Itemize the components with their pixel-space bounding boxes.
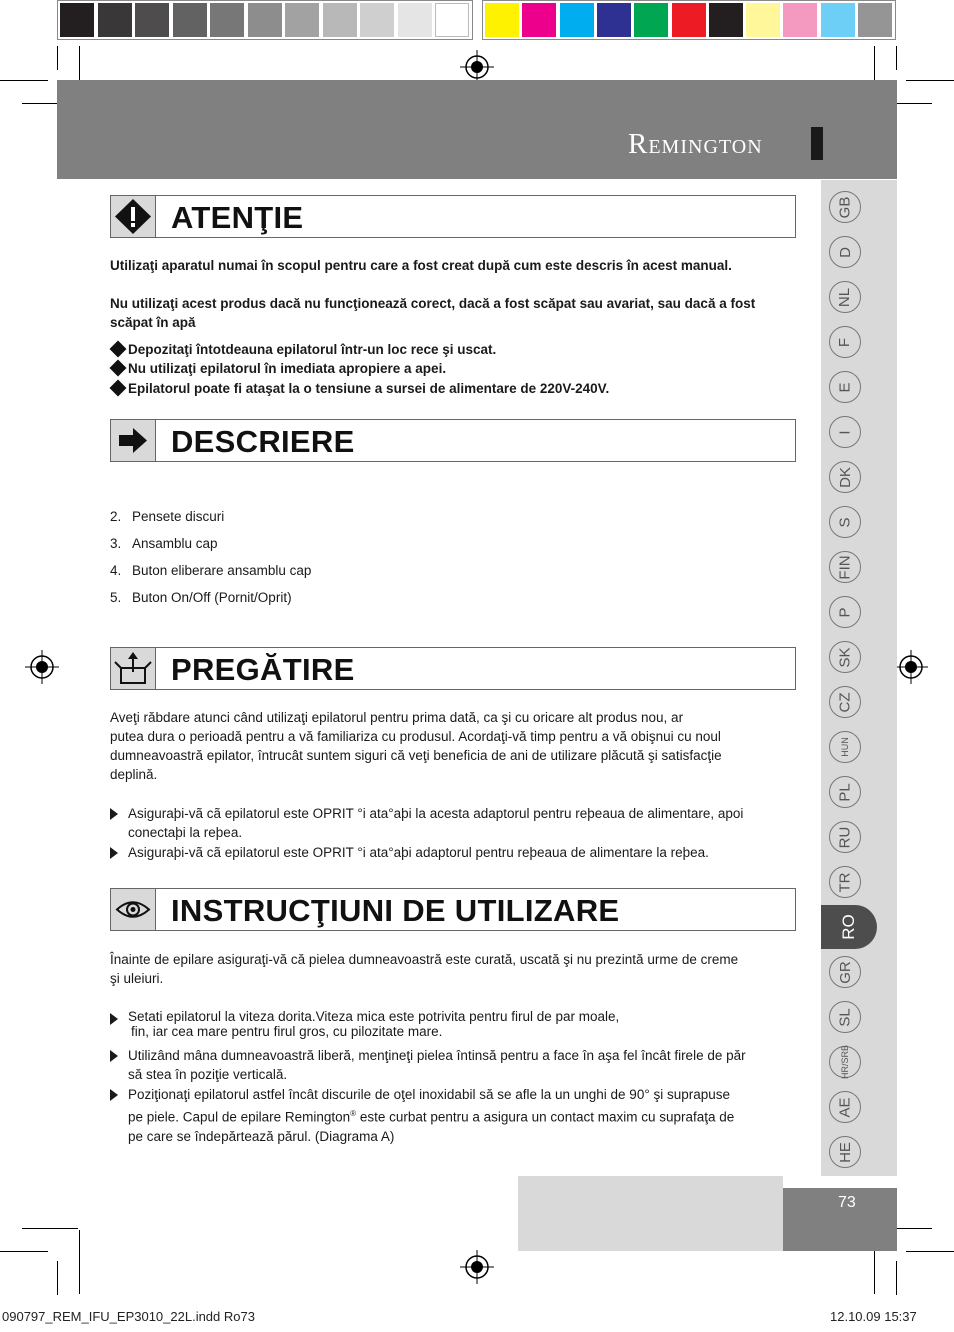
language-tab-he[interactable] [829,1136,861,1168]
language-tab-label: AE [836,1096,854,1118]
intro-line: şi uleiuri. [110,971,164,986]
section-header-atentie [110,195,796,238]
gray-swatch [248,3,282,37]
language-tab-cz[interactable] [829,686,861,718]
eye-icon [111,889,156,930]
language-tab-d[interactable] [829,236,861,268]
step-text: Utilizând mâna dumneavoastră liberă, menţineţi pielea întinsă pentru a face în aşa fel încât firele de păr [128,1048,746,1063]
list-item [110,561,311,580]
gray-swatch [173,3,207,37]
warning-text: Epilatorul poate fi ataşat la o tensiune a sursei de alimentare de 220V-240V. [128,381,610,396]
list-item [110,588,292,607]
section-header-pregatire [110,647,796,690]
language-tab-gb[interactable] [829,191,861,223]
color-swatch [858,3,892,37]
language-tab-label: CZ [836,692,854,712]
pregatire-intro [110,708,722,784]
crop-mark [57,46,58,70]
gray-swatch [285,3,319,37]
language-tab-label: NL [836,287,854,307]
gray-swatch [360,3,394,37]
language-tab-label: E [836,381,854,393]
language-tab-label: GB [836,196,854,218]
list-item-text: Buton eliberare ansamblu cap [132,563,312,578]
language-tab-p[interactable] [829,596,861,628]
brand-name: Remington [628,128,763,160]
color-swatch [746,3,780,37]
language-tab-label: SL [836,1007,854,1027]
step-text: pe care se îndepărtează părul. (Diagrama A) [128,1128,395,1144]
list-item-text: Buton On/Off (Pornit/Oprit) [132,590,292,605]
language-tab-gr[interactable] [829,956,861,988]
language-tab-label: D [836,246,854,258]
registered-mark: ® [350,1109,357,1118]
color-swatch [709,3,743,37]
gray-swatch [435,3,469,37]
language-tab-tr[interactable] [829,866,861,898]
language-tab-s[interactable] [829,506,861,538]
list-item-text: Ansamblu cap [132,536,218,551]
instructiuni-step [128,1009,619,1039]
language-tab-label: S [836,516,854,528]
language-tab-f[interactable] [829,326,861,358]
section-header-instructiuni [110,888,796,931]
section-title: PREGĂTIRE [171,652,355,687]
step-text: Setati epilatorul la viteza dorita.Viteza mica este potrivita pentru firul de par moale, [128,1009,620,1024]
language-tab-i[interactable] [829,416,861,448]
instructiuni-step [128,1085,734,1146]
warning-bullet-icon [110,380,127,397]
section-header-descriere [110,419,796,462]
section-title: INSTRUCŢIUNI DE UTILIZARE [171,893,620,928]
language-tab-label: FIN [836,554,854,580]
step-text-part: este curbat pentru a asigura un contact maxim cu suprafaţa de [356,1109,735,1125]
language-tab-label: TR [836,872,854,892]
language-tab-hr-srb[interactable] [829,1046,861,1078]
pregatire-step: Asiguraþi-vã cã epilatorul este OPRIT °i ata°aþi adaptorul pentru reþeaua de alimentare la reþea. [128,845,709,860]
step-text: să stea în poziţie verticală. [128,1067,288,1082]
language-tab-pl[interactable] [829,776,861,808]
language-tab-ru[interactable] [829,821,861,853]
crop-mark [906,80,954,81]
gray-swatch [60,3,94,37]
language-tab-ro[interactable] [821,905,877,949]
gray-swatch [210,3,244,37]
print-slug-right: 12.10.09 15:37 [830,1309,917,1324]
language-tab-label: PL [836,782,854,802]
language-tab-e[interactable] [829,371,861,403]
section-title: ATENŢIE [171,200,304,235]
bullet-arrow-icon [110,1013,118,1025]
color-swatch [634,3,668,37]
registration-mark-icon [25,650,59,684]
atentie-paragraph: Nu utilizaţi acest produs dacă nu funcţionează corect, dacă a fost scăpat sau avariat, sau dacă a fost scăpat în apă [110,296,756,330]
brand-logo [628,128,763,161]
page-header [57,80,897,179]
bullet-arrow-icon [110,847,118,859]
warning-item [110,359,446,378]
step-text: conectaþi la reþea. [128,825,243,840]
bullet-arrow-icon [110,1089,118,1101]
language-tab-ae[interactable] [829,1091,861,1123]
page-number: 73 [838,1194,856,1211]
instructiuni-intro [110,950,738,988]
list-item-text: Pensete discuri [132,509,225,524]
language-tab-nl[interactable] [829,281,861,313]
gray-swatch [398,3,432,37]
gray-swatch [323,3,357,37]
crop-mark [22,1228,78,1229]
crop-mark [0,80,48,81]
gray-swatch [98,3,132,37]
step-text: Asiguraþi-vã cã epilatorul este OPRIT °i ata°aþi la acesta adaptorul pentru reþeaua de alimentare, apoi [128,806,744,821]
atentie-paragraph: Utilizaţi aparatul numai în scopul pentru care a fost creat după cum este descris în acest manual. [110,258,732,273]
warning-bullet-icon [110,341,127,358]
pregatire-step [128,804,743,842]
language-tab-sk[interactable] [829,641,861,673]
list-item [110,507,224,526]
bullet-arrow-icon [110,808,118,820]
language-tab-hun[interactable] [829,731,861,763]
intro-line: putea dura o perioadă pentru a vă familiariza cu produsul. Acordaţi-vă timp pentru a vă obişnui cu noul [110,729,721,744]
brand-logo-bar [811,127,823,160]
bullet-arrow-icon [110,1050,118,1062]
section-title: DESCRIERE [171,424,355,459]
crop-mark [57,1261,58,1295]
registration-mark-icon [894,650,928,684]
language-tab-label: DK [836,466,854,488]
color-swatch [821,3,855,37]
language-tab-label: F [836,337,854,347]
print-slug-left: 090797_REM_IFU_EP3010_22L.indd Ro73 [2,1309,255,1324]
color-swatch [672,3,706,37]
list-item-number: 5. [110,590,122,605]
color-swatch [783,3,817,37]
crop-mark [906,1251,954,1252]
warning-text: Depozitaţi întotdeauna epilatorul într-un loc rece şi uscat. [128,342,497,357]
color-swatch [597,3,631,37]
intro-line: dumneavoastră epilator, întrucât suntem siguri că veţi beneficia de ani de utilizare plăcută şi satisfacţie [110,748,722,763]
list-item [110,534,218,553]
intro-line: Aveţi răbdare atunci când utilizaţi epilatorul pentru prima dată, ca şi cu oricare alt produs nou, ar [110,710,684,725]
step-text: fin, iar cea mare pentru firul gros, cu pilozitate mare. [131,1024,443,1039]
crop-mark [896,1261,897,1295]
language-tab-label: RO [839,914,858,940]
list-item-number: 4. [110,563,122,578]
crop-mark [896,46,897,70]
registration-mark-icon [460,1250,494,1284]
crop-mark [0,1251,48,1252]
list-item-number: 2. [110,509,122,524]
warning-item [110,379,609,398]
intro-line: Înainte de epilare asiguraţi-vă că pielea dumneavoastră este curată, uscată şi nu prezintă urme de creme [110,952,739,967]
warning-text: Nu utilizaţi epilatorul în imediata apropiere a apei. [128,361,447,376]
language-tab-label: SK [836,646,854,668]
color-swatch [522,3,556,37]
instructiuni-step [128,1046,746,1084]
language-tab-label: HE [836,1141,854,1163]
warning-bullet-icon [110,360,127,377]
list-item-number: 3. [110,536,122,551]
language-tab-fin[interactable] [829,551,861,583]
language-tab-label: I [836,429,854,435]
step-text-part: pe piele. Capul de epilare Remington [128,1109,351,1125]
color-swatch [485,3,519,37]
language-tab-label: HR/SRB [840,1044,851,1080]
language-tab-sl[interactable] [829,1001,861,1033]
crop-mark [79,1230,80,1294]
registration-mark-icon [460,50,494,84]
intro-line: deplină. [110,767,158,782]
footer-box [518,1176,783,1251]
gray-swatch [135,3,169,37]
warning-icon [111,196,156,237]
language-tab-label: P [836,606,854,618]
language-tab-dk[interactable] [829,461,861,493]
color-swatch [560,3,594,37]
step-text [128,1104,734,1127]
language-tab-label: GR [836,960,854,984]
warning-item [110,340,496,359]
language-tab-label: RU [836,826,854,848]
unbox-icon [111,648,156,689]
language-tab-label: HUN [840,737,850,757]
arrow-right-icon [111,420,156,461]
step-text: Poziţionaţi epilatorul astfel încât discurile de oţel inoxidabil să se afle la un unghi de 90° şi suprapuse [128,1087,731,1102]
